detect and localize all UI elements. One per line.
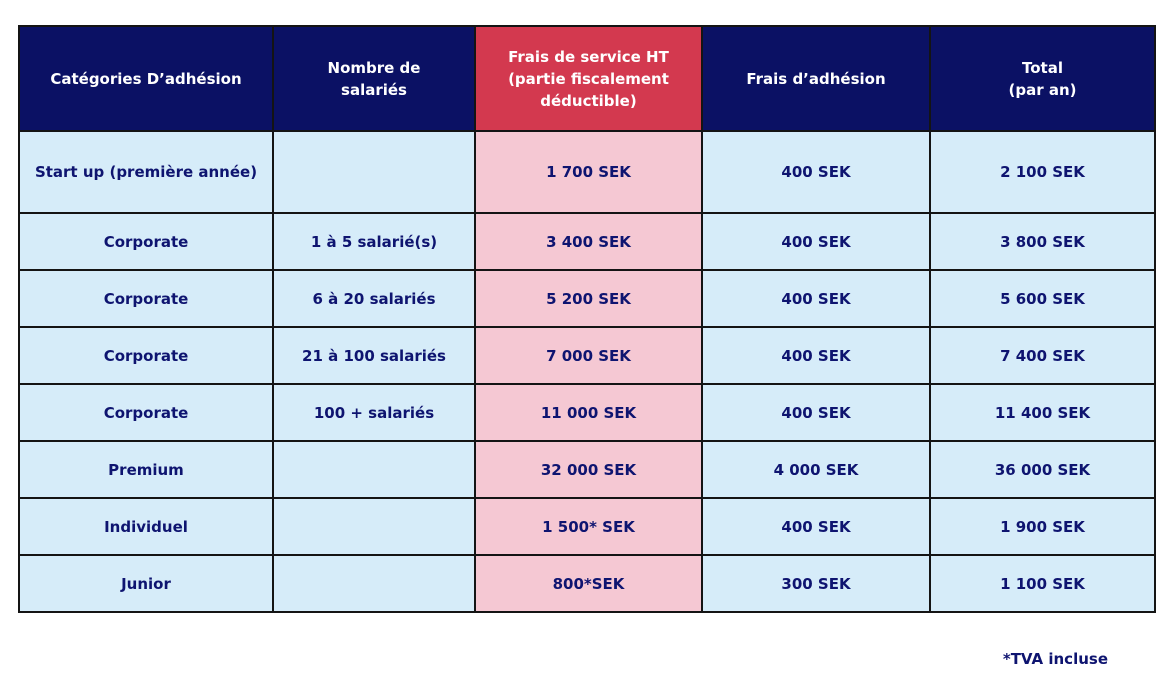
cell-employees: 6 à 20 salariés bbox=[273, 270, 475, 327]
vat-footnote: *TVA incluse bbox=[1002, 650, 1108, 668]
cell-total: 7 400 SEK bbox=[930, 327, 1155, 384]
header-row bbox=[19, 26, 1155, 131]
cell-category: Start up (première année) bbox=[19, 131, 273, 213]
cell-total: 11 400 SEK bbox=[930, 384, 1155, 441]
cell-category: Corporate bbox=[19, 213, 273, 270]
table-row bbox=[19, 498, 1155, 555]
cell-total: 3 800 SEK bbox=[930, 213, 1155, 270]
cell-category: Corporate bbox=[19, 384, 273, 441]
cell-employees bbox=[273, 498, 475, 555]
table-row bbox=[19, 327, 1155, 384]
cell-membership-fee: 4 000 SEK bbox=[702, 441, 930, 498]
cell-service-fee: 11 000 SEK bbox=[475, 384, 702, 441]
cell-total: 2 100 SEK bbox=[930, 131, 1155, 213]
cell-total: 36 000 SEK bbox=[930, 441, 1155, 498]
cell-membership-fee: 400 SEK bbox=[702, 498, 930, 555]
cell-total: 5 600 SEK bbox=[930, 270, 1155, 327]
cell-category: Corporate bbox=[19, 327, 273, 384]
cell-employees: 21 à 100 salariés bbox=[273, 327, 475, 384]
cell-category: Corporate bbox=[19, 270, 273, 327]
header-service-fee: Frais de service HT (partie fiscalement déductible) bbox=[475, 26, 702, 131]
cell-membership-fee: 400 SEK bbox=[702, 213, 930, 270]
cell-category: Premium bbox=[19, 441, 273, 498]
table-row bbox=[19, 441, 1155, 498]
table-row bbox=[19, 270, 1155, 327]
cell-service-fee: 800*SEK bbox=[475, 555, 702, 612]
table-row bbox=[19, 131, 1155, 213]
cell-service-fee: 32 000 SEK bbox=[475, 441, 702, 498]
cell-category: Individuel bbox=[19, 498, 273, 555]
cell-total: 1 100 SEK bbox=[930, 555, 1155, 612]
header-category: Catégories D’adhésion bbox=[19, 26, 273, 131]
cell-employees: 100 + salariés bbox=[273, 384, 475, 441]
cell-membership-fee: 300 SEK bbox=[702, 555, 930, 612]
header-membership-fee: Frais d’adhésion bbox=[702, 26, 930, 131]
cell-total: 1 900 SEK bbox=[930, 498, 1155, 555]
cell-category: Junior bbox=[19, 555, 273, 612]
cell-service-fee: 5 200 SEK bbox=[475, 270, 702, 327]
header-employees: Nombre de salariés bbox=[273, 26, 475, 131]
cell-membership-fee: 400 SEK bbox=[702, 384, 930, 441]
header-total: Total (par an) bbox=[930, 26, 1155, 131]
cell-employees bbox=[273, 555, 475, 612]
cell-service-fee: 1 500* SEK bbox=[475, 498, 702, 555]
cell-membership-fee: 400 SEK bbox=[702, 270, 930, 327]
cell-employees bbox=[273, 441, 475, 498]
cell-employees: 1 à 5 salarié(s) bbox=[273, 213, 475, 270]
cell-service-fee: 7 000 SEK bbox=[475, 327, 702, 384]
cell-employees bbox=[273, 131, 475, 213]
cell-service-fee: 3 400 SEK bbox=[475, 213, 702, 270]
cell-membership-fee: 400 SEK bbox=[702, 327, 930, 384]
cell-service-fee: 1 700 SEK bbox=[475, 131, 702, 213]
membership-fees-table bbox=[18, 25, 1156, 613]
table-row bbox=[19, 384, 1155, 441]
table-row bbox=[19, 213, 1155, 270]
table-row bbox=[19, 555, 1155, 612]
cell-membership-fee: 400 SEK bbox=[702, 131, 930, 213]
